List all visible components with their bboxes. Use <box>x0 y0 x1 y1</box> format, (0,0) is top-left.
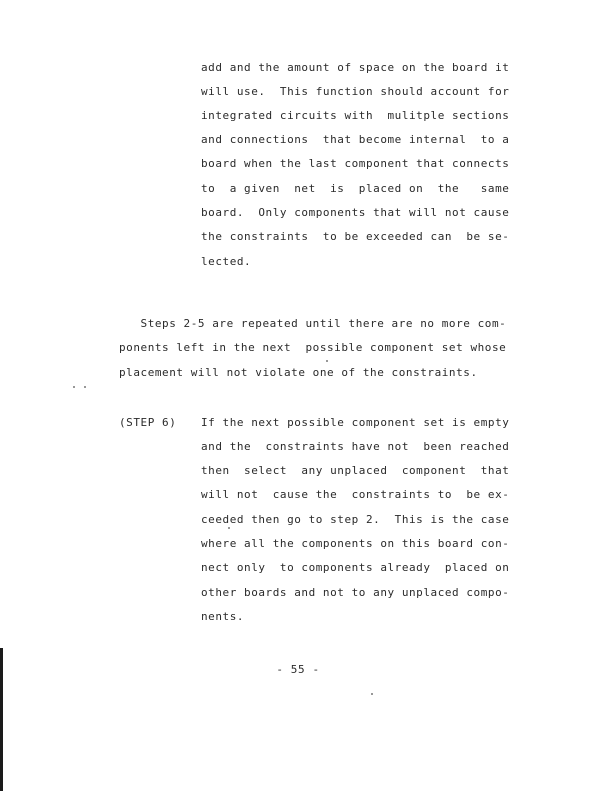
text-line: will not cause the constraints to be ex- <box>201 488 510 501</box>
scan-speck <box>326 360 328 362</box>
scan-speck <box>73 386 75 388</box>
text-line: Steps 2-5 are repeated until there are no more com- <box>119 317 507 330</box>
scan-edge-mark <box>0 648 3 791</box>
text-line: to a given net is placed on the same <box>201 182 510 195</box>
scan-speck <box>371 693 373 695</box>
step-label: (STEP 6) <box>119 416 177 429</box>
text-line: then select any unplaced component that <box>201 464 510 477</box>
text-line: other boards and not to any unplaced compo- <box>201 586 510 599</box>
page-number: - 55 - <box>276 663 320 676</box>
text-line: and the constraints have not been reached <box>201 440 510 453</box>
text-line: and connections that become internal to a <box>201 133 510 146</box>
text-line: where all the components on this board con- <box>201 537 510 550</box>
scan-speck <box>228 527 230 529</box>
text-line: board when the last component that connects <box>201 157 510 170</box>
scan-speck <box>84 386 86 388</box>
text-line: nents. <box>201 610 245 623</box>
text-line: placement will not violate one of the constraints. <box>119 366 478 379</box>
text-line: lected. <box>201 255 252 268</box>
text-line: board. Only components that will not cause <box>201 206 510 219</box>
text-line: nect only to components already placed on <box>201 561 510 574</box>
text-line: add and the amount of space on the board it <box>201 61 510 74</box>
text-line: ponents left in the next possible component set whose <box>119 341 507 354</box>
text-line: ceeded then go to step 2. This is the case <box>201 513 510 526</box>
text-line: will use. This function should account for <box>201 85 510 98</box>
text-line: If the next possible component set is empty <box>201 416 510 429</box>
text-line: the constraints to be exceeded can be se- <box>201 230 510 243</box>
text-line: integrated circuits with mulitple sections <box>201 109 510 122</box>
